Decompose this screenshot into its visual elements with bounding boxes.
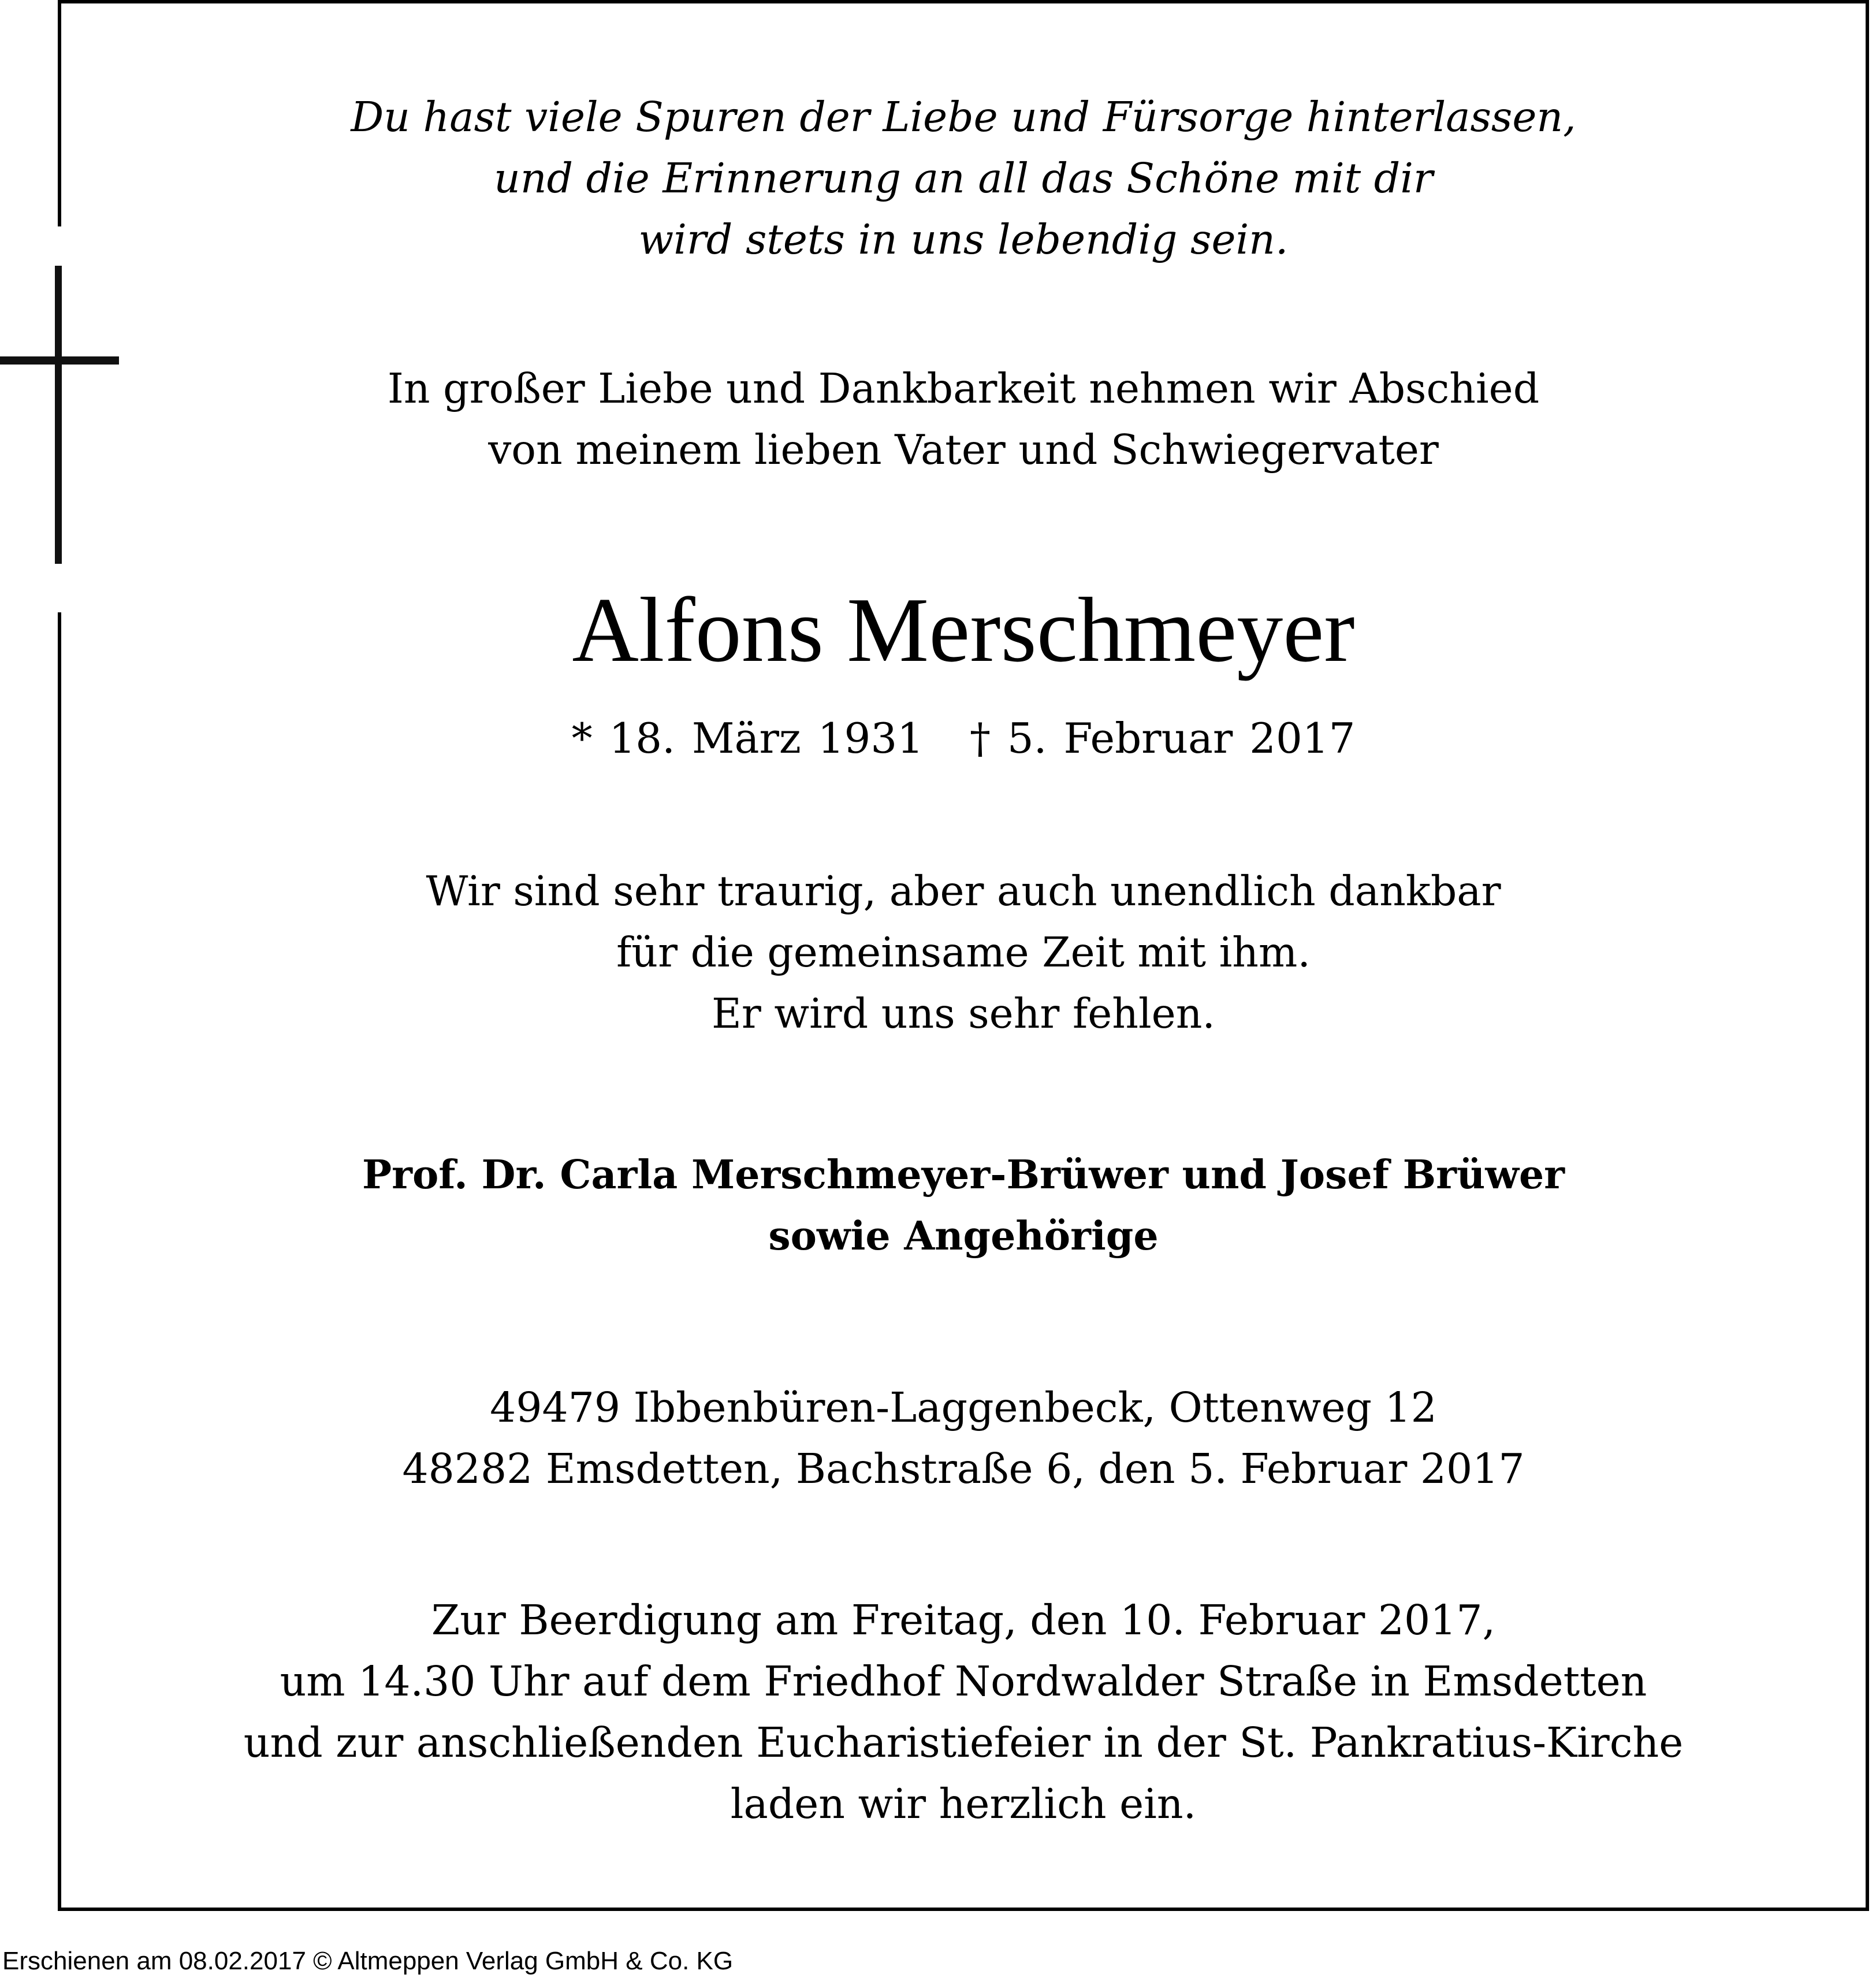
sentiment-text bbox=[59, 861, 1867, 1044]
sentiment-line: Wir sind sehr traurig, aber auch unendlich dankbar bbox=[426, 867, 1501, 915]
quote-line: Du hast viele Spuren der Liebe und Fürsorge hinterlassen, bbox=[351, 93, 1576, 141]
funeral-line: und zur anschließenden Eucharistiefeier in der St. Pankratius-Kirche bbox=[243, 1719, 1684, 1767]
funeral-line: Zur Beerdigung am Freitag, den 10. Februar 2017, bbox=[431, 1596, 1496, 1644]
intro-line: In großer Liebe und Dankbarkeit nehmen wir Abschied bbox=[387, 365, 1540, 412]
death-date: † 5. Februar 2017 bbox=[969, 714, 1356, 763]
deceased-name bbox=[59, 572, 1867, 687]
quote-line: wird stets in uns lebendig sein. bbox=[638, 215, 1289, 263]
frame-bottom-border bbox=[58, 1908, 1869, 1911]
life-dates bbox=[59, 709, 1867, 767]
funeral-line: laden wir herzlich ein. bbox=[730, 1780, 1197, 1828]
quote-line: und die Erinnerung an all das Schöne mit dir bbox=[494, 154, 1433, 202]
family-address bbox=[59, 1377, 1867, 1500]
publication-footer: Erschienen am 08.02.2017 © Altmeppen Verlag GmbH & Co. KG bbox=[2, 1947, 734, 1975]
opening-quote bbox=[59, 87, 1867, 270]
birth-date: * 18. März 1931 bbox=[571, 714, 924, 763]
address-line: 48282 Emsdetten, Bachstraße 6, den 5. Februar 2017 bbox=[402, 1445, 1525, 1493]
family-line: sowie Angehörige bbox=[768, 1213, 1159, 1259]
bereaved-family bbox=[59, 1144, 1867, 1267]
funeral-invitation bbox=[59, 1590, 1867, 1835]
farewell-intro bbox=[59, 358, 1867, 481]
address-line: 49479 Ibbenbüren-Laggenbeck, Ottenweg 12 bbox=[490, 1384, 1437, 1432]
sentiment-line: Er wird uns sehr fehlen. bbox=[712, 990, 1215, 1038]
frame-top-border bbox=[58, 0, 1869, 3]
intro-line: von meinem lieben Vater und Schwiegervater bbox=[488, 426, 1439, 474]
funeral-line: um 14.30 Uhr auf dem Friedhof Nordwalder Straße in Emsdetten bbox=[280, 1657, 1647, 1705]
sentiment-line: für die gemeinsame Zeit mit ihm. bbox=[616, 928, 1311, 976]
family-line: Prof. Dr. Carla Merschmeyer-Brüwer und Josef Brüwer bbox=[362, 1152, 1565, 1198]
deceased-name-text: Alfons Merschmeyer bbox=[572, 578, 1355, 681]
